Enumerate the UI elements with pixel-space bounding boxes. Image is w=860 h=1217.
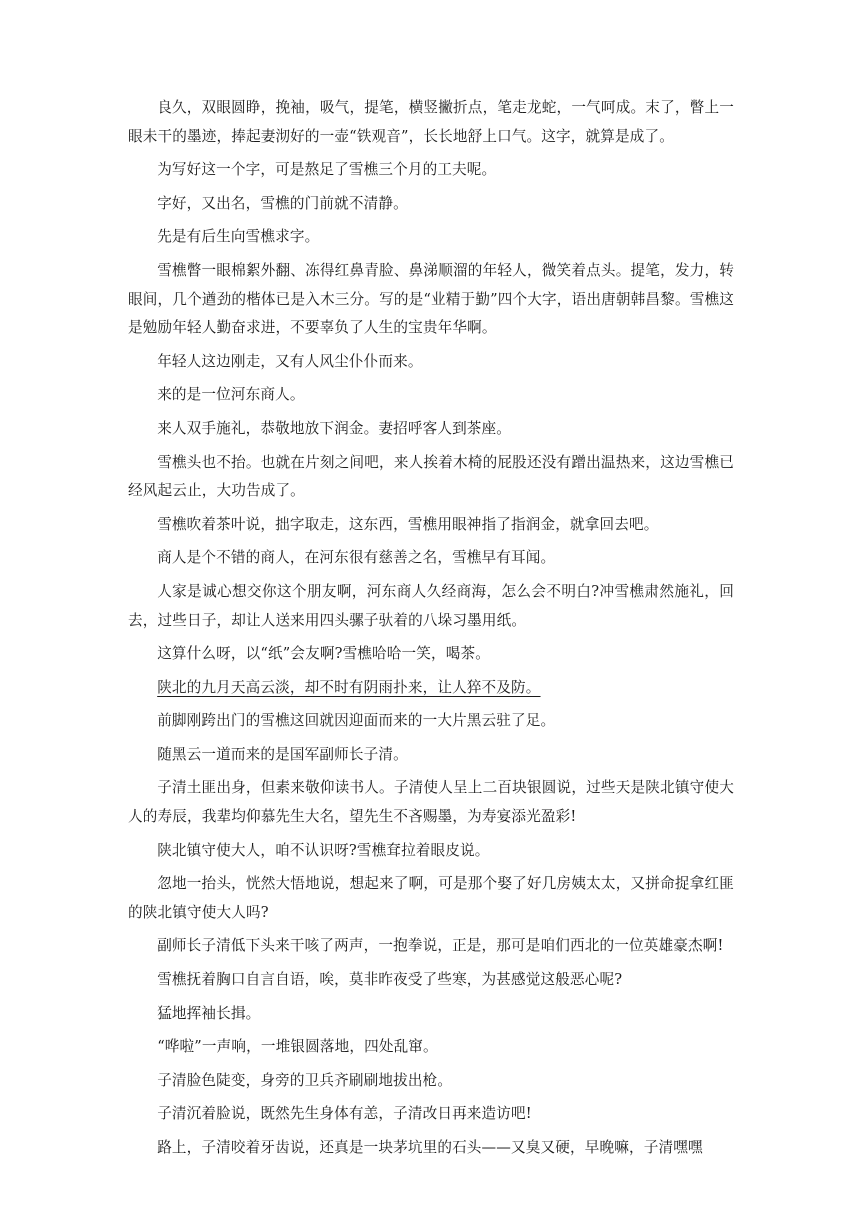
document-body	[128, 94, 734, 1168]
underlined-sentence: 陕北的九月天高云淡，却不时有阴雨扑来，让人猝不及防。	[157, 678, 541, 696]
paragraph: 字好，又出名，雪樵的门前就不清静。	[157, 194, 408, 212]
paragraph: 猛地挥袖长揖。	[157, 1004, 261, 1022]
paragraph: 路上，子清咬着牙齿说，还真是一块茅坑里的石头——又臭又硬，早晚嘛，子清嘿嘿	[157, 1139, 703, 1156]
paragraph: 人家是诚心想交你这个朋友啊，河东商人久经商海，怎么会不明白?冲雪樵肃然施礼，回去，过些日子，却让人送来用四头骡子驮着的八垛习墨用纸。	[128, 582, 734, 629]
paragraph: 子清沉着脸说，既然先生身体有恙，子清改日再来造访吧!	[157, 1105, 532, 1123]
paragraph: 来的是一位河东商人。	[157, 386, 305, 404]
paragraph: 前脚刚跨出门的雪樵这回就因迎面而来的一大片黑云驻了足。	[157, 712, 556, 730]
paragraph: 雪樵瞥一眼棉絮外翻、冻得红鼻青脸、鼻涕顺溜的年轻人，微笑着点头。提笔，发力，转眼间，几个遒劲的楷体已是入木三分。写的是“业精于勤”四个大字，语出唐朝韩昌黎。雪樵这是勉励年轻人勤奋求进，不要辜负了人生的宝贵年华啊。	[128, 261, 734, 337]
paragraph: “哗啦”一声响，一堆银圆落地，四处乱窜。	[157, 1038, 438, 1056]
paragraph: 随黑云一道而来的是国军副师长子清。	[157, 745, 408, 763]
paragraph: 先是有后生向雪樵求字。	[157, 228, 320, 246]
paragraph: 陕北镇守使大人，咱不认识呀?雪樵耷拉着眼皮说。	[157, 841, 490, 859]
paragraph: 来人双手施礼，恭敬地放下润金。妻招呼客人到茶座。	[157, 419, 512, 437]
paragraph: 商人是个不错的商人，在河东很有慈善之名，雪樵早有耳闻。	[157, 549, 556, 567]
paragraph: 子清土匪出身，但素来敬仰读书人。子清使人呈上二百块银圆说，过些天是陕北镇守使大人的寿辰，我辈均仰慕先生大名，望先生不吝赐墨，为寿宴添光盈彩!	[128, 779, 734, 826]
paragraph: 这算什么呀，以“纸”会友啊?雪樵哈哈一笑，喝茶。	[157, 645, 491, 663]
paragraph: 子清脸色陡变，身旁的卫兵齐刷刷地拔出枪。	[157, 1071, 453, 1089]
paragraph: 雪樵吹着茶叶说，拙字取走，这东西，雪樵用眼神指了指润金，就拿回去吧。	[157, 515, 659, 533]
paragraph: 良久，双眼圆睁，挽袖，吸气，提笔，横竖撇折点，笔走龙蛇，一气呵成。末了，瞥上一眼未干的墨迹，捧起妻沏好的一壶“铁观音”，长长地舒上口气。这字，就算是成了。	[128, 99, 734, 145]
underlined-paragraph	[128, 674, 734, 703]
paragraph: 年轻人这边刚走，又有人风尘仆仆而来。	[157, 352, 423, 370]
paragraph: 为写好这一个字，可是熬足了雪樵三个月的工夫呢。	[157, 161, 497, 179]
paragraph: 副师长子清低下头来干咳了两声，一抱拳说，正是，那可是咱们西北的一位英雄豪杰啊!	[157, 937, 724, 955]
paragraph: 忽地一抬头，恍然大悟地说，想起来了啊，可是那个娶了好几房姨太太，又拼命捉拿红匪的陕北镇守使大人吗?	[128, 875, 734, 921]
paragraph: 雪樵抚着胸口自言自语，唉，莫非昨夜受了些寒，为甚感觉这般恶心呢?	[157, 971, 623, 989]
paragraph: 雪樵头也不抬。也就在片刻之间吧，来人挨着木椅的屁股还没有蹭出温热来，这边雪樵已经风起云止，大功告成了。	[128, 453, 734, 500]
